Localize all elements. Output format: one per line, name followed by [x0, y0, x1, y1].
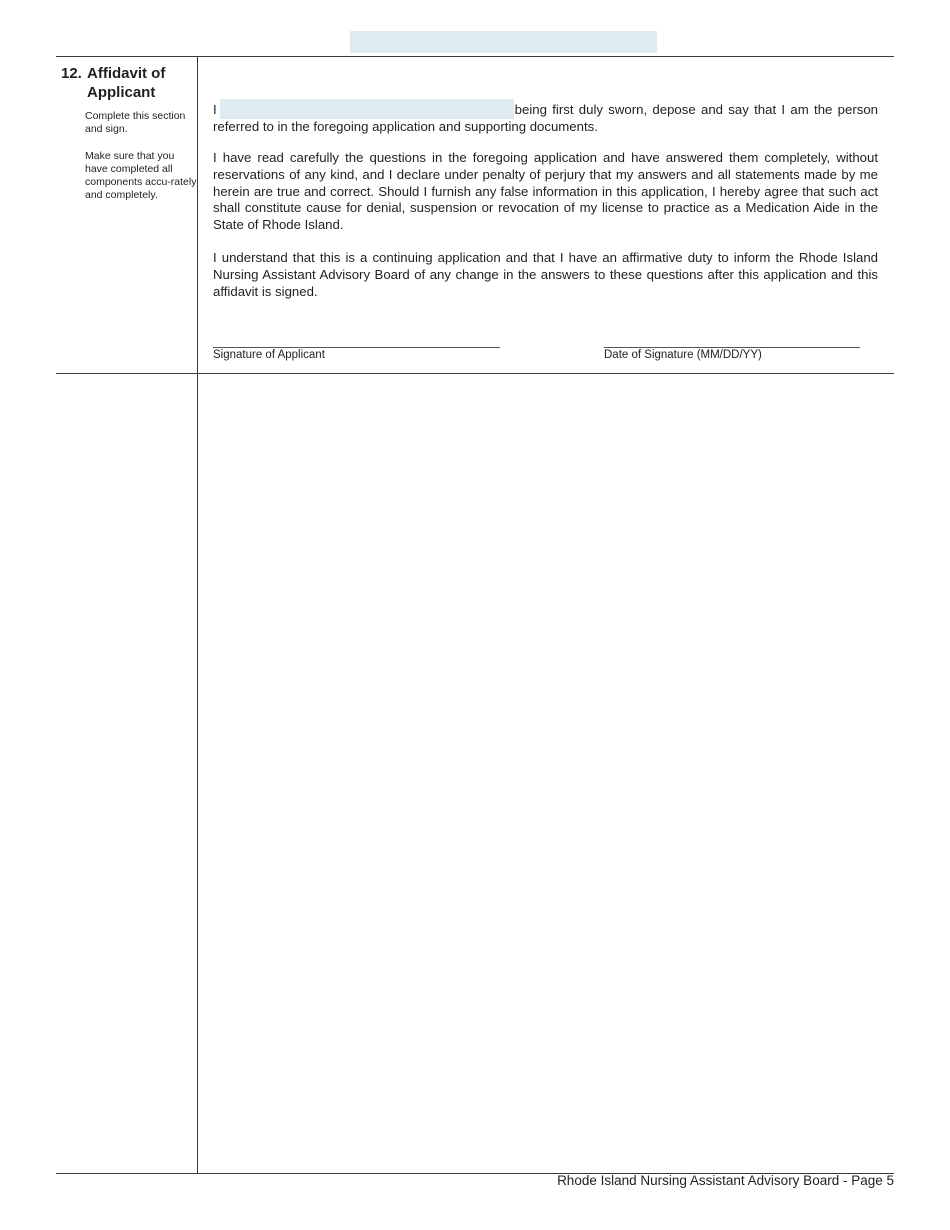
- section-heading: [61, 64, 196, 102]
- section-title-line2: Applicant: [87, 84, 156, 101]
- date-signature-label: Date of Signature (MM/DD/YY): [604, 349, 762, 361]
- page-footer: Rhode Island Nursing Assistant Advisory Board - Page 5: [557, 1173, 894, 1188]
- affidavit-paragraph-2: I have read carefully the questions in the foregoing application and have answered them completely, without reservations of any kind, and I declare under penalty of perjury that my answers and all statements made by me herein are true and correct. Should I furnish any false information in this application, I hereby agree that such act shall constitute cause for denial, suspension or revocation of my license to practice as a Medication Aide in the State of Rhode Island.: [213, 150, 878, 233]
- section-title-line1: Affidavit of: [87, 65, 166, 82]
- applicant-name-field[interactable]: [220, 99, 514, 119]
- affidavit-paragraph-3: I understand that this is a continuing application and that I have an affirmative duty to inform the Rhode Island Nursing Assistant Advisory Board of any change in the answers to these questions after this application and this affidavit is signed.: [213, 250, 878, 299]
- section-top-rule: [56, 56, 894, 57]
- affidavit-paragraph-1-text: being first duly sworn, depose and say that I am the person referred to in the foregoing application and supporting documents.: [213, 102, 878, 134]
- affidavit-paragraph-1: [213, 99, 878, 136]
- section-number: 12.: [61, 65, 82, 82]
- section-bottom-rule: [56, 373, 894, 374]
- instruction-make-sure: Make sure that you have completed all components accu-rately and completely.: [85, 150, 197, 201]
- affidavit-prefix: I: [213, 102, 217, 117]
- column-divider: [197, 56, 198, 1174]
- signature-label: Signature of Applicant: [213, 349, 325, 361]
- top-form-field[interactable]: [350, 31, 657, 53]
- instruction-complete-and-sign: Complete this section and sign.: [85, 110, 186, 135]
